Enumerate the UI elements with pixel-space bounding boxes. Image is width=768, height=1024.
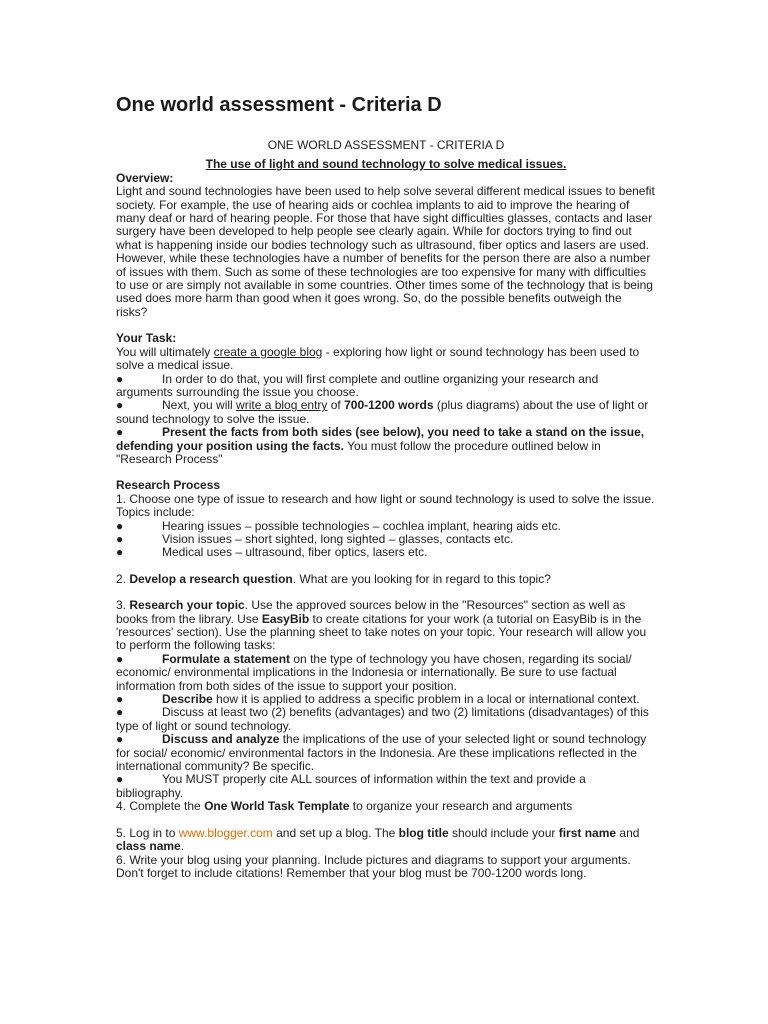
task-bullet-1: ● In order to do that, you will first complete and outline organizing your research and arguments surrounding the issue you choose. — [116, 371, 599, 399]
write-blog-link[interactable]: write a blog entry — [236, 398, 328, 413]
bullet-icon: ● — [116, 705, 124, 720]
topic-item: ● Medical uses – ultrasound, fiber optics, lasers etc. — [116, 545, 428, 560]
topic-item: ● Vision issues – short sighted, long sighted – glasses, contacts etc. — [116, 531, 514, 546]
step3-bullet-1: ● Formulate a statement on the type of technology you have chosen, regarding its social/ economic/ environmental implications in the Indonesia or internationally. Be sure to use factual information from both sides of the issue to support your position. — [116, 651, 632, 693]
bullet-icon: ● — [116, 425, 124, 440]
overview-paragraph-1: Light and sound technologies have been used to help solve several different medical issues to benefit society. For example, the use of hearing aids or cochlea implants to aid to improve the hearing of many deaf or hard of hearing people. For those that have sight difficulties glasses, contacts and laser surgery have been developed to help people see clearly again. While for doctors trying to find out what is happening inside our bodies technology such as ultrasound, fiber optics and lasers are used. — [116, 184, 655, 252]
bullet-icon: ● — [116, 732, 124, 747]
step3-bullet-2: ● Describe how it is applied to address a specific problem in a local or international context. — [116, 692, 640, 707]
bullet-icon: ● — [116, 398, 124, 413]
document-title: One world assessment - Criteria D — [116, 94, 442, 116]
topic-item: ● Hearing issues – possible technologies – cochlea implant, hearing aids etc. — [116, 518, 561, 533]
overview-label: Overview: — [116, 170, 174, 185]
bullet-icon: ● — [116, 651, 124, 666]
overview-paragraph-2: However, while these technologies have a number of benefits for the person there are also a number of issues with them. Such as some of these technologies are too expensive for many with difficulties to use or are simply not available in some countries. Other times some of the technology that is being used does more harm than good when it goes wrong. So, do the possible benefits outweigh the risks? — [116, 251, 653, 319]
step-3: 3. Research your topic. Use the approved sources below in the "Resources" section as well as books from the library. Use EasyBib to create citations for your work (a tutorial on EasyBib is in the 'resources' section). Use the planning sheet to take notes on your topic. Your research will allow you to perform the following tasks: — [116, 598, 647, 653]
document-body — [116, 139, 656, 880]
step3-bullet-4: ● Discuss and analyze the implications of the use of your selected light or sound technology for social/ economic/ environmental factors in the Indonesia. Are these implications reflected in the international community? Be specific. — [116, 732, 647, 774]
bullet-icon: ● — [116, 371, 124, 386]
task-label: Your Task: — [116, 331, 177, 346]
step-4: 4. Complete the One World Task Template to organize your research and arguments — [116, 799, 573, 814]
task-bullet-2: ● Next, you will write a blog entry of 700-1200 words (plus diagrams) about the use of light or sound technology to solve the issue. — [116, 398, 649, 426]
step3-bullet-5: ● You MUST properly cite ALL sources of information within the text and provide a bibliography. — [116, 772, 586, 800]
step-6: 6. Write your blog using your planning. Include pictures and diagrams to support your arguments. Don't forget to include citations! Remember that your blog must be 700-1200 words long. — [116, 852, 631, 880]
step-1: 1. Choose one type of issue to research and how light or sound technology is used to solve the issue. Topics include: — [116, 491, 655, 520]
blogger-link[interactable]: www.blogger.com — [178, 825, 273, 840]
bullet-icon: ● — [116, 772, 124, 787]
bullet-icon: ● — [116, 692, 124, 707]
bullet-icon: ● — [116, 518, 124, 533]
task-bullet-3: ● Present the facts from both sides (see below), you need to take a stand on the issue, defending your position using the facts. You must follow the procedure outlined below in "Research Process" — [116, 425, 645, 466]
doc-subheading: The use of light and sound technology to solve medical issues. — [205, 157, 567, 172]
bullet-icon: ● — [116, 545, 124, 560]
bullet-icon: ● — [116, 531, 124, 546]
task-intro: You will ultimately create a google blog - exploring how light or sound technology has been used to solve a medical issue. — [116, 344, 640, 373]
step-5: 5. Log in to www.blogger.com and set up a blog. The blog title should include your first name and class name. — [116, 825, 640, 854]
step-2: 2. Develop a research question. What are you looking for in regard to this topic? — [116, 571, 551, 586]
research-label: Research Process — [116, 478, 221, 493]
create-blog-link[interactable]: create a google blog — [213, 344, 323, 359]
step3-bullet-3: ● Discuss at least two (2) benefits (advantages) and two (2) limitations (disadvantages) of this type of light or sound technology. — [116, 705, 649, 733]
doc-heading: ONE WORLD ASSESSMENT - CRITERIA D — [267, 138, 505, 152]
